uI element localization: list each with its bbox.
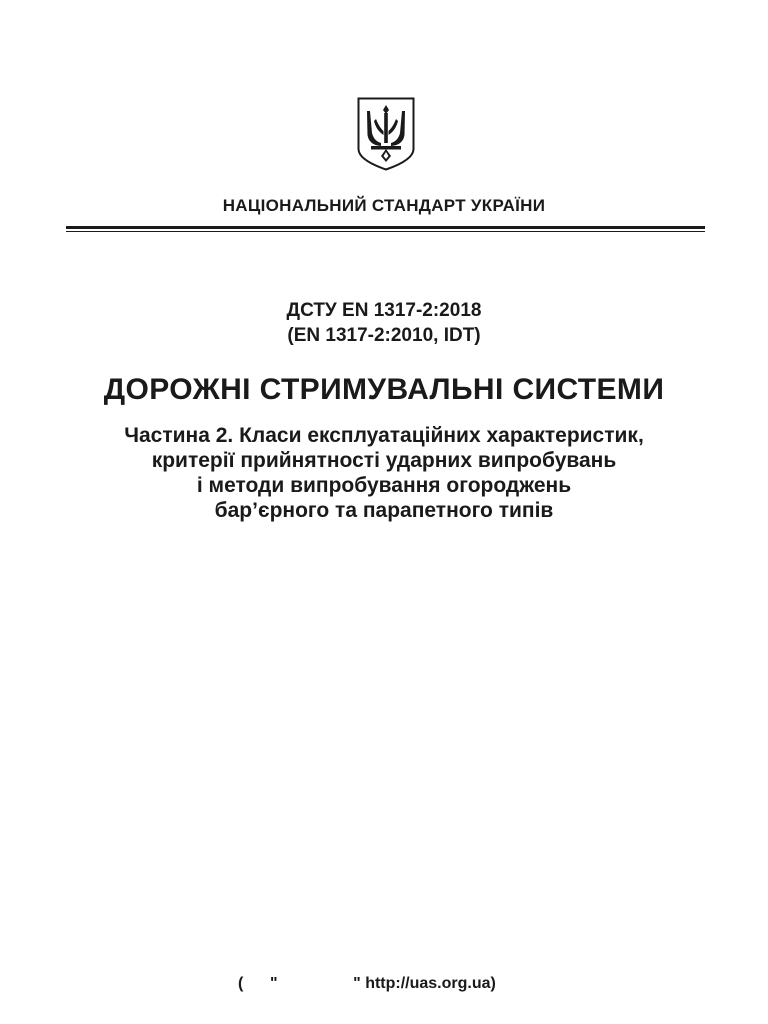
subtitle-line: критерії прийнятності ударних випробувань bbox=[151, 449, 617, 472]
document-title: ДОРОЖНІ СТРИМУВАЛЬНІ СИСТЕМИ bbox=[103, 373, 665, 406]
document-subtitle bbox=[0, 423, 768, 523]
header-divider-thin bbox=[66, 231, 705, 232]
national-standard-heading: НАЦІОНАЛЬНИЙ СТАНДАРТ УКРАЇНИ bbox=[222, 196, 546, 215]
header-divider-thick bbox=[66, 226, 705, 229]
publisher-footer: ( " " http://uas.org.ua) bbox=[238, 975, 496, 992]
standard-code: ДСТУ EN 1317-2:2018 bbox=[286, 300, 482, 321]
subtitle-line: Частина 2. Класи експлуатаційних характеристик, bbox=[124, 424, 644, 447]
standard-equivalent: (EN 1317-2:2010, IDT) bbox=[287, 325, 481, 346]
standard-designation bbox=[0, 298, 768, 348]
trident-coat-of-arms-icon bbox=[357, 97, 415, 171]
subtitle-line: бар’єрного та парапетного типів bbox=[214, 499, 554, 522]
subtitle-line: і методи випробування огороджень bbox=[196, 474, 572, 497]
